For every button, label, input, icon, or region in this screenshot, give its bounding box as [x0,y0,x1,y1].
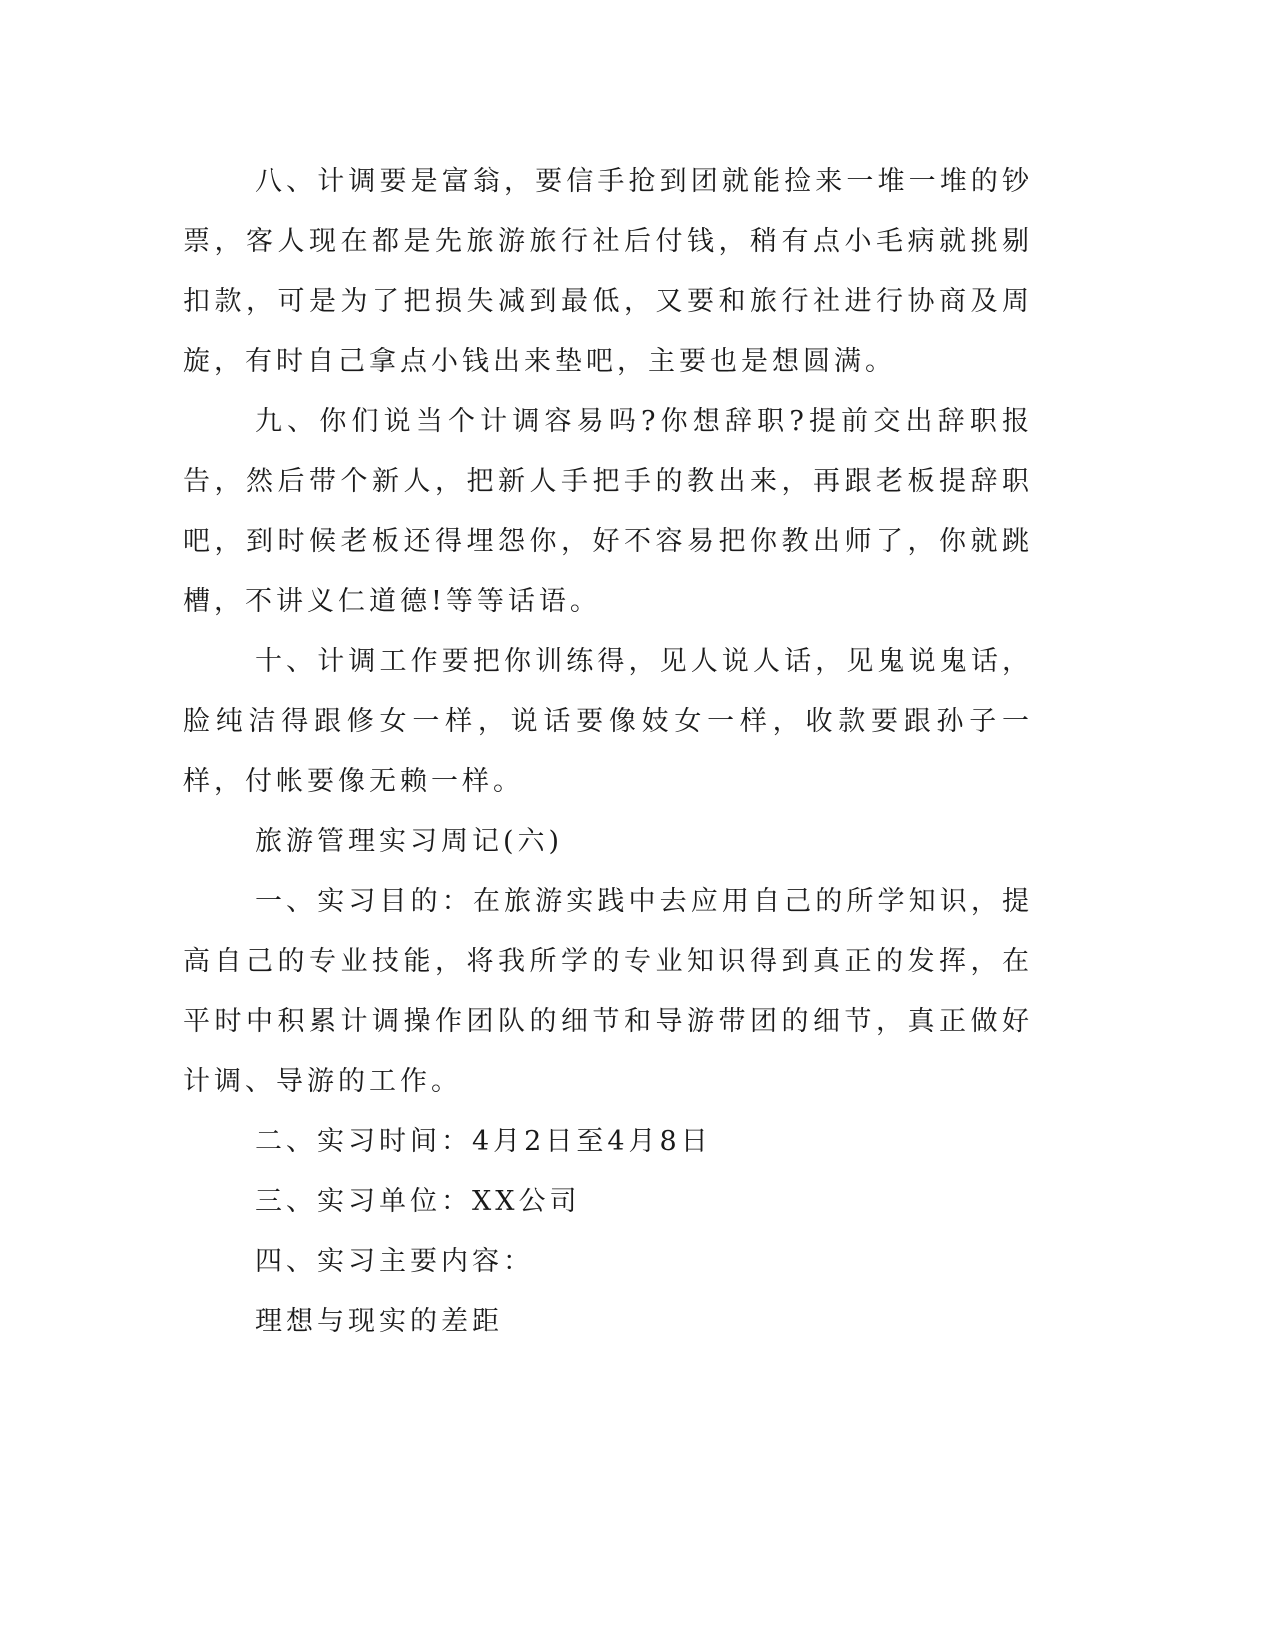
section-heading: 旅游管理实习周记(六) [255,826,564,857]
paragraph-content: 四、实习主要内容： [255,1246,534,1277]
paragraph-nine: 九、你们说当个计调容易吗?你想辞职?提前交出辞职报告，然后带个新人，把新人手把手的教出来，再跟老板提辞职吧，到时候老板还得埋怨你，好不容易把你教出师了，你就跳槽，不讲义仁道德!等等话语。 [183,406,1033,617]
paragraph-ten: 十、计调工作要把你训练得，见人说人话，见鬼说鬼话，脸纯洁得跟修女一样，说话要像妓女一样，收款要跟孙子一样，付帐要像无赖一样。 [183,646,1033,797]
paragraph-eight: 八、计调要是富翁，要信手抢到团就能捡来一堆一堆的钞票，客人现在都是先旅游旅行社后付钱，稍有点小毛病就挑剔扣款，可是为了把损失减到最低，又要和旅行社进行协商及周旋，有时自己拿点小钱出来垫吧，主要也是想圆满。 [183,166,1033,377]
document-body [183,152,1033,1352]
paragraph-purpose: 一、实习目的：在旅游实践中去应用自己的所学知识，提高自己的专业技能，将我所学的专业知识得到真正的发挥，在平时中积累计调操作团队的细节和导游带团的细节，真正做好计调、导游的工作。 [183,886,1033,1097]
paragraph-unit: 三、实习单位：XX公司 [255,1186,581,1217]
paragraph-time: 二、实习时间：4月2日至4月8日 [255,1126,712,1157]
subheading: 理想与现实的差距 [255,1306,503,1337]
